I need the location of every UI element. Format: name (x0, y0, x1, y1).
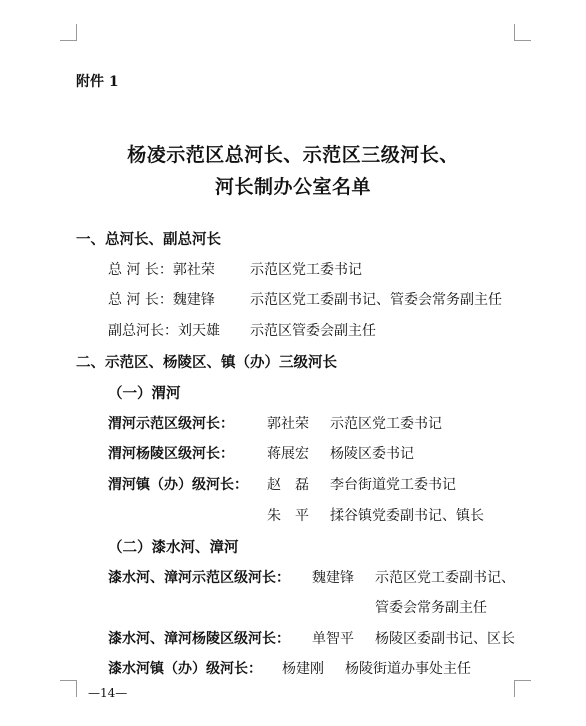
position-text: 示范区党工委副书记、 (375, 570, 515, 586)
section-heading: 一、总河长、副总河长 (76, 231, 221, 248)
person-name: 单智平 (312, 631, 354, 647)
person-name: 郭社荣 (172, 262, 215, 278)
list-item (108, 289, 215, 309)
person-name: 蒋展宏 (267, 446, 309, 462)
crop-mark-bottom-right (514, 680, 531, 697)
role-label: 漆水河镇（办）级河长： (108, 661, 262, 677)
document-title-line-1: 杨凌示范区总河长、示范区三级河长、 (127, 144, 459, 166)
person-name: 魏建锋 (172, 292, 215, 308)
position-text: 示范区管委会副主任 (250, 323, 376, 339)
person-name: 魏建锋 (312, 570, 354, 586)
position-text: 杨陵街道办事处主任 (345, 661, 471, 677)
position-text-continued: 管委会常务副主任 (375, 600, 487, 616)
role-label: 渭河镇（办）级河长： (108, 477, 248, 493)
role-label: 渭河示范区级河长： (108, 416, 234, 432)
position-text: 杨陵区委副书记、区长 (375, 631, 515, 647)
role-label: 总 河 长： (108, 292, 173, 308)
subsection-heading: （一）渭河 (108, 385, 181, 402)
person-name: 朱 平 (267, 508, 309, 524)
person-name: 杨建刚 (282, 661, 324, 677)
page-number: —14— (88, 686, 128, 700)
list-item (108, 259, 215, 279)
person-name: 刘天雄 (178, 323, 220, 339)
position-text: 李台街道党工委书记 (330, 477, 456, 493)
attachment-label: 附件 1 (76, 74, 119, 90)
section-heading: 二、示范区、杨陵区、镇（办）三级河长 (76, 354, 337, 371)
subsection-heading: （二）漆水河、漳河 (108, 539, 239, 556)
role-label: 漆水河、漳河杨陵区级河长： (108, 631, 290, 647)
role-label: 总 河 长： (108, 262, 173, 278)
position-text: 示范区党工委书记 (330, 416, 442, 432)
person-name: 赵 磊 (267, 477, 309, 493)
position-text: 揉谷镇党委副书记、镇长 (330, 508, 484, 524)
crop-mark-bottom-left (60, 680, 77, 697)
list-item (108, 320, 220, 340)
crop-mark-top-right (514, 24, 531, 41)
position-text: 示范区党工委书记 (250, 262, 362, 278)
document-title-line-2: 河长制办公室名单 (214, 176, 371, 198)
role-label: 渭河杨陵区级河长： (108, 446, 234, 462)
role-label: 副总河长： (108, 323, 178, 339)
person-name: 郭社荣 (267, 416, 309, 432)
crop-mark-top-left (60, 24, 77, 41)
position-text: 杨陵区委书记 (330, 446, 414, 462)
position-text: 示范区党工委副书记、管委会常务副主任 (250, 292, 502, 308)
role-label: 漆水河、漳河示范区级河长： (108, 570, 290, 586)
